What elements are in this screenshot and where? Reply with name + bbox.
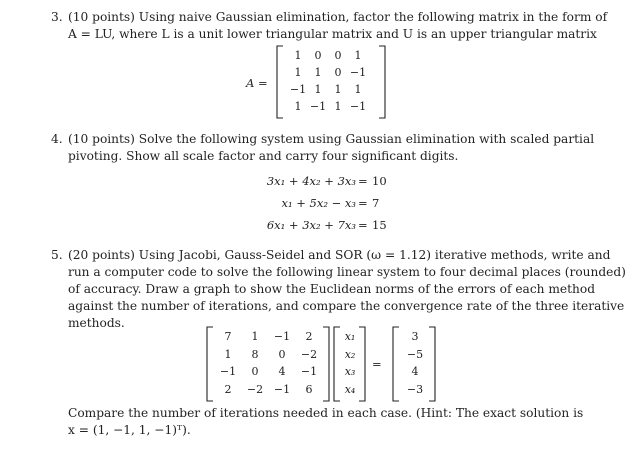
coefficient-cell-r2-c3: 0 — [278, 347, 286, 361]
coefficient-cell-r4-c3: −1 — [273, 382, 291, 396]
coefficient-cell-r3-c2: 0 — [251, 365, 259, 378]
problem-5-text-line-5: methods. — [68, 316, 125, 330]
problem-5-closing-line-1: Compare the number of iterations needed in each case. (Hint: The exact solution is — [68, 406, 584, 420]
equation-3-equals: = — [358, 218, 368, 232]
matrix-a-cell-r1-c3: 0 — [334, 49, 342, 62]
problem-5-number: 5. — [51, 248, 63, 262]
matrix-a-cell-r2-c4: −1 — [349, 66, 367, 79]
equation-1-lhs: 3x₁ + 4x₂ + 3x₃ — [266, 174, 356, 188]
problem-4-text-line-2: pivoting. Show all scale factor and carry four significant digits. — [68, 149, 459, 163]
matrix-a-cell-r2-c2: 1 — [314, 66, 322, 79]
matrix-a-cell-r3-c3: 1 — [334, 83, 342, 96]
coefficient-cell-r1-c3: −1 — [273, 330, 291, 343]
rhs-value-2: −5 — [406, 347, 424, 361]
matrix-a-cell-r3-c2: 1 — [314, 83, 322, 96]
problem-5-closing-line-2: x = (1, −1, 1, −1)ᵀ). — [68, 423, 191, 437]
matrix-a-cell-r1-c2: 0 — [314, 49, 322, 62]
coefficient-cell-r1-c4: 2 — [305, 330, 313, 343]
unknown-1: x₁ — [344, 330, 356, 343]
rhs-value-4: −3 — [406, 382, 424, 396]
unknown-3: x₃ — [344, 365, 356, 378]
problem-4-number: 4. — [51, 132, 63, 146]
coefficient-cell-r4-c2: −2 — [246, 382, 264, 396]
equation-2-rhs: 7 — [372, 196, 380, 210]
coefficient-cell-r2-c2: 8 — [251, 347, 259, 361]
unknown-2: x₂ — [344, 347, 356, 361]
matrix-a-cell-r1-c4: 1 — [354, 49, 362, 62]
unknown-4: x₄ — [344, 382, 356, 396]
matrix-a-cell-r4-c2: −1 — [309, 100, 327, 113]
problem-5-text-line-3: of accuracy. Draw a graph to show the Euclidean norms of the errors of each method — [68, 282, 596, 296]
coefficient-cell-r1-c2: 1 — [251, 330, 259, 343]
equation-2-lhs: x₁ + 5x₂ − x₃ — [281, 196, 356, 210]
equation-2-equals: = — [358, 196, 368, 210]
coefficient-cell-r3-c3: 4 — [278, 365, 286, 378]
matrix-a-cell-r2-c1: 1 — [294, 66, 302, 79]
equation-3-rhs: 15 — [372, 218, 387, 232]
matrix-a-cell-r2-c3: 0 — [334, 66, 342, 79]
problem-3-number: 3. — [51, 10, 63, 24]
rhs-value-3: 4 — [411, 365, 419, 378]
coefficient-cell-r4-c4: 6 — [305, 382, 313, 396]
matrix-a-cell-r4-c4: −1 — [349, 100, 367, 113]
problem-5-text-line-4: against the number of iterations, and compare the convergence rate of the three iterative — [68, 299, 625, 313]
problem-3-text-line-2: A = LU, where L is a unit lower triangular matrix and U is an upper triangular matrix — [68, 27, 597, 41]
matrix-a-cell-r4-c3: 1 — [334, 100, 342, 113]
equation-1-rhs: 10 — [372, 174, 387, 188]
matrix-a-cell-r3-c1: −1 — [289, 83, 307, 96]
matrix-a-cell-r4-c1: 1 — [294, 100, 302, 113]
rhs-value-1: 3 — [411, 330, 419, 343]
matrix-a-cell-r3-c4: 1 — [354, 83, 362, 96]
matrix-a-right-bracket — [378, 46, 388, 118]
matrix-a-label: A = — [246, 76, 268, 90]
problem-3-text-line-1: (10 points) Using naive Gaussian elimination, factor the following matrix in the form of — [68, 10, 608, 24]
equation-3-lhs: 6x₁ + 3x₂ + 7x₃ — [266, 218, 356, 232]
coefficient-cell-r3-c4: −1 — [300, 365, 318, 378]
coefficient-cell-r2-c4: −2 — [300, 347, 318, 361]
matrix-a-cell-r1-c1: 1 — [294, 49, 302, 62]
system-equals-sign: = — [372, 357, 382, 371]
equation-1-equals: = — [358, 174, 368, 188]
problem-5-text-line-1: (20 points) Using Jacobi, Gauss-Seidel and SOR (ω = 1.12) iterative methods, write and — [68, 248, 611, 262]
coefficient-cell-r1-c1: 7 — [224, 330, 232, 343]
problem-4-text-line-1: (10 points) Solve the following system using Gaussian elimination with scaled partial — [68, 132, 595, 146]
coefficient-cell-r4-c1: 2 — [224, 382, 232, 396]
problem-5-text-line-2: run a computer code to solve the following linear system to four decimal places (rounded) — [68, 265, 626, 279]
coefficient-cell-r2-c1: 1 — [224, 347, 232, 361]
coefficient-cell-r3-c1: −1 — [219, 365, 237, 378]
